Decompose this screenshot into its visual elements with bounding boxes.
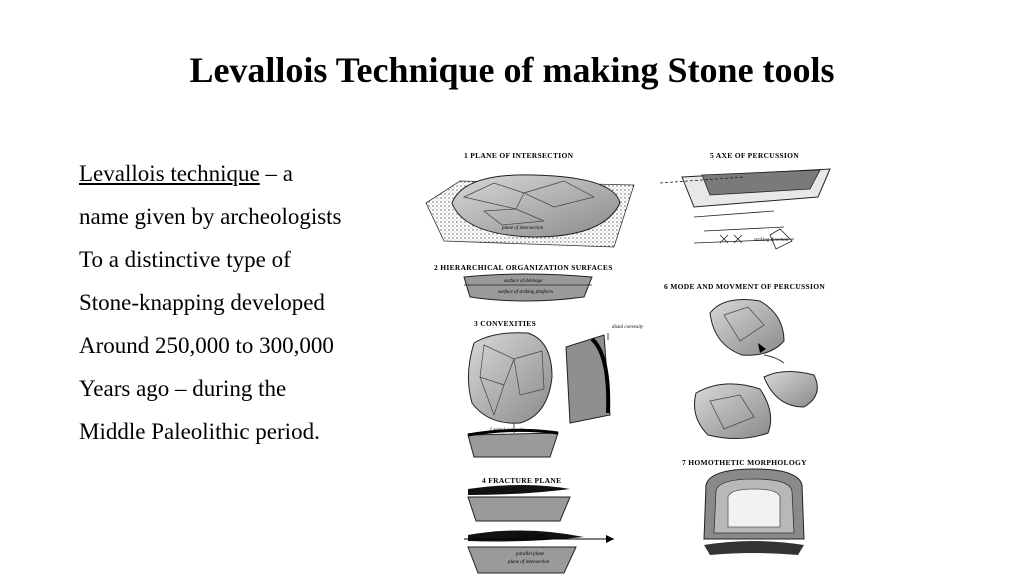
panel-4-label: 4 FRACTURE PLANE [482, 476, 562, 485]
surface-striking-platform-annotation: surface of striking platform [498, 290, 553, 295]
panel-mode-of-percussion [664, 282, 825, 439]
percussion-stone-2 [695, 384, 771, 439]
text-line-4: Stone-knapping developed [79, 290, 325, 315]
slide-title: Levallois Technique of making Stone tools [189, 50, 835, 90]
panel-3-label: 3 CONVEXITIES [474, 319, 537, 328]
fracture-core-section [468, 497, 570, 521]
text-line-2: name given by archeologists [79, 204, 342, 229]
text-line-1-rest: – a [259, 161, 293, 186]
lateral-section [468, 433, 558, 457]
percussion-stone-1 [710, 300, 784, 356]
panel-2-label: 2 HIERARCHICAL ORGANIZATION SURFACES [434, 263, 613, 272]
panel-5-label: 5 AXE OF PERCUSSION [710, 151, 799, 160]
lateral-convexity-annotation: Lateral convexity [490, 428, 525, 433]
plane-of-intersection-2-annotation: plane of intersection [508, 560, 550, 565]
text-line-6: Years ago – during the [79, 376, 287, 401]
convex-core-stone [468, 333, 552, 423]
parallel-plane-annotation: parallel plane [516, 552, 545, 557]
text-line-3: To a distinctive type of [79, 247, 291, 272]
panel-convexities [468, 319, 644, 457]
fracture-flake-top [468, 485, 570, 495]
text-line-1 [79, 152, 429, 195]
panel-hierarchical-surfaces [434, 263, 613, 301]
panel-axe-of-percussion [660, 151, 830, 249]
description-text [79, 152, 429, 453]
fracture-plane-annotation: fracture plane [516, 534, 545, 539]
panel-fracture-plane [464, 476, 614, 573]
panel-homothetic-morphology [682, 458, 807, 555]
panel-plane-of-intersection [426, 151, 634, 247]
plane-of-intersection-annotation: plane of intersection [502, 226, 544, 231]
homothetic-base-section [704, 541, 804, 555]
panel-7-label: 7 HOMOTHETIC MORPHOLOGY [682, 458, 807, 467]
panel-6-label: 6 MODE AND MOVMENT OF PERCUSSION [664, 282, 826, 291]
surface-of-debitage-annotation: surface of debitage [504, 279, 543, 284]
text-line-7: Middle Paleolithic period. [79, 419, 320, 444]
percussion-flake [764, 371, 817, 407]
distal-convexity-annotation: distal convexity [612, 325, 644, 330]
levallois-diagram-figure [424, 145, 864, 576]
text-line-5: Around 250,000 to 300,000 [79, 333, 334, 358]
levallois-technique-term: Levallois technique [79, 161, 260, 186]
striking-direction-annotation: striking direction [754, 238, 789, 243]
panel-1-label: 1 PLANE OF INTERSECTION [464, 151, 574, 160]
distal-side-view [566, 335, 610, 423]
